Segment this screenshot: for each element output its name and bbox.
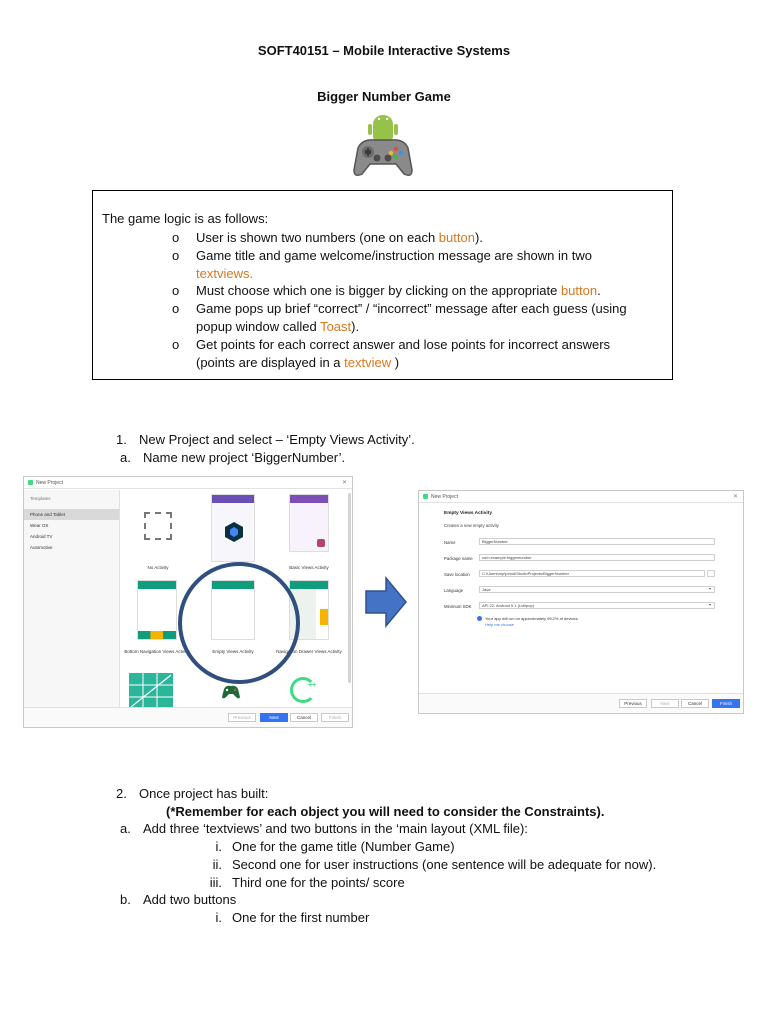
window-title: New Project <box>431 493 458 500</box>
help-me-choose-link[interactable]: Help me choose <box>485 622 514 627</box>
browse-folder-icon[interactable] <box>707 570 715 577</box>
finish-button[interactable]: Finish <box>712 699 740 708</box>
step-2a-text: Add three ‘textviews’ and two buttons in the ‘main layout (XML file): <box>143 821 528 836</box>
bullet-highlight: textview <box>344 354 392 370</box>
device-coverage-info: Your app will run on approximately 99.2% of devices. <box>485 616 579 621</box>
step-2a-number: a. <box>120 821 131 836</box>
logic-bullet <box>172 336 652 371</box>
compose-logo-icon <box>222 520 246 544</box>
step-2a-ii-number: ii. <box>212 857 222 872</box>
step-2b-number: b. <box>120 892 131 907</box>
sidebar-item-automotive[interactable]: Automotive <box>30 545 53 550</box>
tile-bottom-navigation-label: Bottom Navigation Views Activity <box>124 649 190 654</box>
logic-bullet <box>172 229 652 247</box>
tile-bottom-navigation-activity[interactable] <box>137 580 177 640</box>
step-2a-i-text: One for the game title (Number Game) <box>232 839 455 854</box>
bullet-marker: o <box>172 337 180 352</box>
cancel-button[interactable]: Cancel <box>681 699 709 708</box>
bullet-text: ). <box>474 230 483 245</box>
language-label: Language <box>444 588 464 593</box>
bullet-marker: o <box>172 283 180 298</box>
bullet-marker: o <box>172 248 180 263</box>
sidebar-item-android-tv[interactable]: Android TV <box>30 534 53 539</box>
step-2-text: Once project has built: <box>139 786 269 801</box>
tile-compose-activity[interactable] <box>211 494 255 562</box>
sidebar-item-wear-os[interactable]: Wear OS <box>30 523 49 528</box>
step-1a-text: Name new project ‘BiggerNumber’. <box>143 450 346 465</box>
step-2a-iii-number: iii. <box>209 875 222 890</box>
previous-button[interactable]: Previous <box>619 699 647 708</box>
sidebar-item-phone-tablet[interactable]: Phone and Tablet <box>24 509 119 520</box>
grid-diagram-icon <box>129 673 173 709</box>
finish-button[interactable]: Finish <box>321 713 349 722</box>
tile-no-activity[interactable]: No Activity <box>147 565 169 570</box>
sidebar-header: Templates <box>30 496 51 501</box>
name-field[interactable]: BiggerNumber <box>479 538 715 545</box>
bullet-highlight: button <box>438 230 475 245</box>
logic-bullet <box>172 300 652 335</box>
logic-bullet <box>172 282 652 300</box>
tile-basic-views-activity[interactable] <box>289 494 329 552</box>
name-label: Name <box>444 540 456 545</box>
close-icon[interactable]: ✕ <box>341 480 347 486</box>
next-button[interactable]: Next <box>651 699 679 708</box>
step-2a-ii-text: Second one for user instructions (one sentence will be adequate for now). <box>232 857 657 872</box>
bullet-highlight: Toast <box>320 318 352 334</box>
chevron-down-icon: ▾ <box>709 602 712 607</box>
tile-responsive-grid[interactable] <box>129 673 173 709</box>
bullet-text: . <box>597 283 601 298</box>
minimum-sdk-label: Minimum SDK <box>444 604 472 609</box>
step-2b-text: Add two buttons <box>143 892 237 907</box>
step-2a-iii-text: Third one for the points/ score <box>232 875 405 890</box>
package-name-label: Package name <box>444 556 473 561</box>
step-2-note: (*Remember for each object you will need to consider the Constraints). <box>166 804 605 819</box>
step-2b-i-number: i. <box>215 910 222 925</box>
next-button[interactable]: Next <box>260 713 288 722</box>
dialog-button-bar <box>419 693 743 713</box>
new-project-config-screenshot <box>418 490 744 714</box>
close-icon[interactable]: ✕ <box>732 494 738 500</box>
save-location-label: Save location <box>444 572 470 577</box>
bullet-text: User is shown two numbers (one on each <box>196 230 439 245</box>
language-select[interactable]: Java <box>479 586 715 593</box>
window-title: New Project <box>36 479 63 486</box>
step-2a-i-number: i. <box>215 839 222 854</box>
highlight-circle <box>178 562 300 684</box>
bullet-highlight: button <box>560 283 598 298</box>
android-studio-icon <box>28 480 33 485</box>
android-studio-icon <box>423 494 428 499</box>
step-2b-i-text: One for the first number <box>232 910 370 925</box>
tile-basic-views-label: Basic Views Activity <box>289 565 329 570</box>
bullet-text: Game title and game welcome/instruction message are shown in two <box>196 248 592 263</box>
tile-navigation-drawer-label: Navigation Drawer Views Activity <box>276 649 342 654</box>
step-1-text: New Project and select – ‘Empty Views Activity’. <box>139 432 415 447</box>
info-icon <box>477 616 482 621</box>
game-logic-intro: The game logic is as follows: <box>102 211 269 226</box>
bullet-text: Must choose which one is bigger by clicking on the appropriate <box>196 283 561 298</box>
bullet-marker: o <box>172 301 180 316</box>
dialog-button-bar <box>24 707 352 727</box>
step-1-number: 1. <box>116 432 127 447</box>
bullet-text: Game pops up brief “correct” / “incorrect” message after each guess (using popup window called <box>196 301 627 334</box>
step-1a-number: a. <box>120 450 131 465</box>
window-titlebar <box>419 491 743 503</box>
minimum-sdk-select[interactable]: API 22: Android 5.1 (Lollipop) <box>479 602 715 609</box>
previous-button[interactable]: Previous <box>228 713 256 722</box>
cpp-plus-icon: ++ <box>308 682 317 689</box>
bullet-marker: o <box>172 230 180 245</box>
cancel-button[interactable]: Cancel <box>290 713 318 722</box>
logic-bullet <box>172 247 652 282</box>
bullet-text: ). <box>351 318 360 334</box>
chevron-down-icon: ▾ <box>709 586 712 591</box>
game-controller-icon <box>221 683 241 701</box>
config-subheading: Creates a new empty activity <box>444 523 499 528</box>
window-titlebar <box>24 477 352 489</box>
android-gamepad-icon <box>350 112 416 182</box>
step-2-number: 2. <box>116 786 127 801</box>
arrow-right-icon <box>365 576 407 628</box>
bullet-text: Get points for each correct answer and lose points for incorrect answers (points are displayed in a <box>196 337 611 370</box>
bullet-text: ) <box>391 354 400 370</box>
templates-sidebar <box>24 490 120 707</box>
bullet-highlight: textviews. <box>196 265 254 281</box>
config-heading: Empty Views Activity <box>444 511 492 516</box>
package-name-field[interactable]: com.example.biggernumber <box>479 554 715 561</box>
course-title: SOFT40151 – Mobile Interactive Systems <box>257 43 511 58</box>
no-activity-icon <box>144 512 172 540</box>
tile-empty-views-label: Empty Views Activity <box>212 649 254 654</box>
cpp-logo-icon <box>290 677 316 703</box>
save-location-field[interactable]: C:\Users\mp\johnd\StudioProjects\BiggerNumber <box>479 570 705 577</box>
page-title: Bigger Number Game <box>317 89 451 104</box>
templates-scrollbar[interactable] <box>348 493 351 683</box>
